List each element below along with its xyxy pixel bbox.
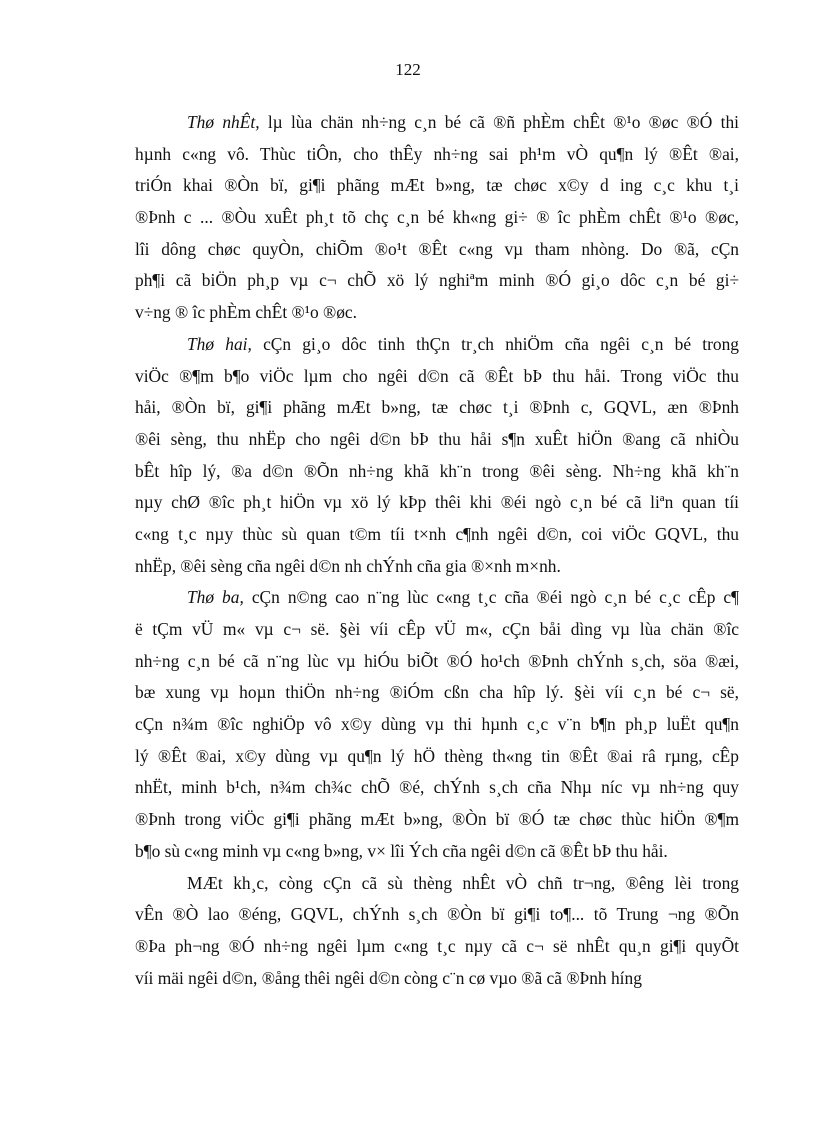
text-line <box>135 741 739 773</box>
text-line <box>135 963 739 995</box>
text-line <box>135 202 739 234</box>
text-line <box>135 868 739 900</box>
line-text: bÊt hîp lý, ®a d©n ®Õn nh÷ng khã kh¨n trong ®êi sèng. Nh÷ng khã kh¨n <box>135 460 739 481</box>
line-text: b¶o sù c«ng minh vµ c«ng b»ng, v× lîi Ých cña ngêi d©n cã ®Êt bÞ thu håi. <box>135 840 668 861</box>
page-number: 122 <box>395 60 421 79</box>
text-line <box>135 139 739 171</box>
line-text: triÓn khai ®Òn bï, gi¶i phãng mÆt b»ng, tæ chøc x©y d ing c¸c khu t¸i <box>135 175 739 196</box>
text-line <box>135 931 739 963</box>
text-line <box>135 582 739 614</box>
line-text: hµnh c«ng vô. Thùc tiÔn, cho thÊy nh÷ng sai ph¹m vÒ qu¶n lý ®Êt ®ai, <box>135 143 739 164</box>
line-text: nµy chØ ®îc ph¸t hiÖn vµ xö lý kÞp thêi khi ®éi ngò c¸n bé cã liªn quan tíi <box>135 492 739 513</box>
line-text: cÇn n©ng cao n¨ng lùc c«ng t¸c cña ®éi ngò c¸n bé c¸c cÊp c¶ <box>243 587 739 608</box>
line-text: ®Þnh c ... ®Òu xuÊt ph¸t tõ chç c¸n bé kh«ng gi÷ ® îc phÈm chÊt ®¹o ®øc, <box>135 207 739 228</box>
text-line <box>135 265 739 297</box>
text-line <box>135 234 739 266</box>
text-line <box>135 424 739 456</box>
line-text: lý ®Êt ®ai, x©y dùng vµ qu¶n lý hÖ thèng th«ng tin ®Êt ®ai râ rµng, cÊp <box>135 745 739 766</box>
line-text: lîi dông chøc quyÒn, chiÕm ®o¹t ®Êt c«ng vµ tham nhòng. Do ®ã, cÇn <box>135 238 739 259</box>
line-text: ®êi sèng, thu nhËp cho ngêi d©n bÞ thu håi s¶n xuÊt hiÖn ®ang cã nhiÒu <box>135 428 739 449</box>
line-text: cÇn n¾m ®îc nghiÖp vô x©y dùng vµ thi hµnh c¸c v¨n b¶n ph¸p luËt qu¶n <box>135 714 739 735</box>
line-text: håi, ®Òn bï, gi¶i phãng mÆt b»ng, tæ chøc t¸i ®Þnh c, GQVL, æn ®Þnh <box>135 397 739 418</box>
line-text: vÊn ®Ò lao ®éng, GQVL, chÝnh s¸ch ®Òn bï gi¶i to¶... tõ Trung ¬ng ®Õn <box>135 904 739 925</box>
text-line <box>135 107 739 139</box>
line-text: cÇn gi¸o dôc tinh thÇn tr¸ch nhiÖm cña ngêi c¸n bé trong <box>251 333 739 354</box>
text-line <box>135 614 739 646</box>
text-line <box>135 297 739 329</box>
italic-lead: Thø nhÊt, <box>187 112 260 132</box>
text-line <box>135 551 739 583</box>
line-text: lµ lùa chän nh÷ng c¸n bé cã ®ñ phÈm chÊt ®¹o ®øc ®Ó thi <box>259 112 740 132</box>
text-line <box>135 709 739 741</box>
text-line <box>135 804 739 836</box>
text-line <box>135 329 739 361</box>
text-line <box>135 392 739 424</box>
line-text: nhËt, minh b¹ch, n¾m ch¾c chÕ ®é, chÝnh s¸ch cña Nhµ níc vµ nh÷ng quy <box>135 777 739 798</box>
text-line <box>135 519 739 551</box>
text-line <box>135 772 739 804</box>
text-line <box>135 487 739 519</box>
text-line <box>135 677 739 709</box>
line-text: c«ng t¸c nµy thùc sù quan t©m tíi t×nh c¶nh ngêi d©n, coi viÖc GQVL, thu <box>135 523 739 544</box>
line-text: nhËp, ®êi sèng cña ngêi d©n nh chÝnh cña gia ®×nh m×nh. <box>135 555 561 576</box>
line-text: v÷ng ® îc phÈm chÊt ®¹o ®øc. <box>135 302 357 323</box>
line-text: MÆt kh¸c, còng cÇn cã sù thèng nhÊt vÒ chñ tr¬ng, ®êng lèi trong <box>187 872 739 893</box>
line-text: nh÷ng c¸n bé cã n¨ng lùc vµ hiÓu biÕt ®Ó ho¹ch ®Þnh chÝnh s¸ch, söa ®æi, <box>135 650 739 671</box>
line-text: bæ xung vµ hoµn thiÖn nh÷ng ®iÓm cßn cha hîp lý. §èi víi c¸n bé c¬ së, <box>135 682 739 703</box>
line-text: ë tÇm vÜ m« vµ c¬ së. §èi víi cÊp vÜ m«, cÇn båi dìng vµ lùa chän ®îc <box>135 619 739 639</box>
text-line <box>135 836 739 868</box>
text-line <box>135 899 739 931</box>
line-text: ®Þnh trong viÖc gi¶i phãng mÆt b»ng, ®Òn bï ®Ó tæ chøc thùc hiÖn ®¶m <box>135 809 739 830</box>
italic-lead: Thø ba, <box>187 587 244 608</box>
line-text: viÖc ®¶m b¶o viÖc lµm cho ngêi d©n cã ®Êt bÞ thu håi. Trong viÖc thu <box>135 365 739 386</box>
text-line <box>135 456 739 488</box>
text-line <box>135 361 739 393</box>
text-line <box>135 646 739 678</box>
line-text: ph¶i cã biÖn ph¸p vµ c¬ chÕ xö lý nghiªm minh ®Ó gi¸o dôc c¸n bé gi÷ <box>135 270 739 291</box>
line-text: ®Þa ph¬ng ®Ó nh÷ng ngêi lµm c«ng t¸c nµy cã c¬ së nhÊt qu¸n gi¶i quyÕt <box>135 935 739 956</box>
italic-lead: Thø hai, <box>187 333 252 354</box>
body-text <box>135 107 739 994</box>
line-text: víi mäi ngêi d©n, ®ång thêi ngêi d©n còng c¨n cø vµo ®ã cã ®Þnh híng <box>135 967 642 988</box>
text-line <box>135 170 739 202</box>
